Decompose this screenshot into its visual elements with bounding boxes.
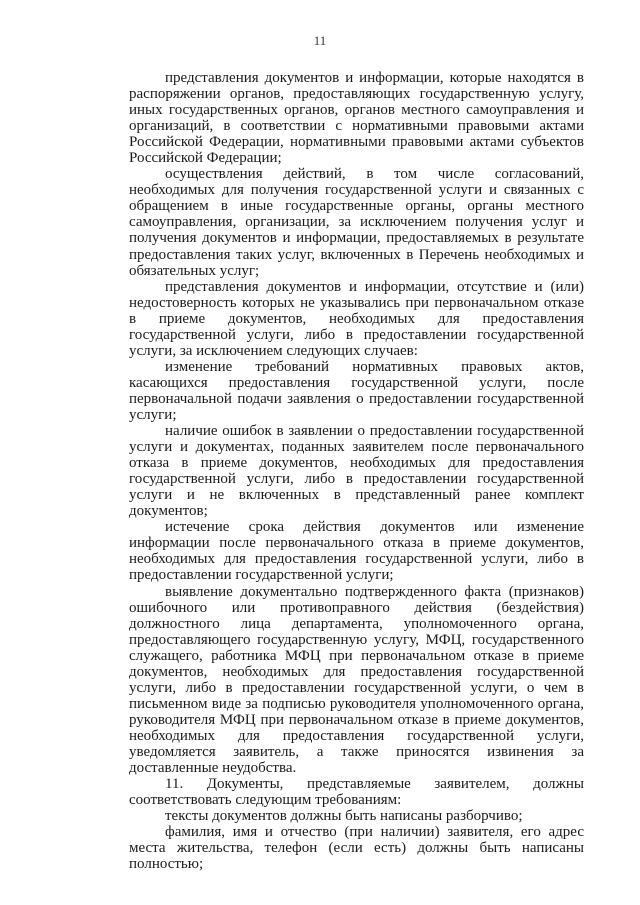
paragraph: представления документов и информации, отсутствие и (или) недостоверность которых не указывались при первоначальном отказе в приеме документов, необходимых для предоставления государственной услуги, либо в предоставлении государственной услуги, за исключением следующих случаев: (129, 278, 584, 359)
paragraph: изменение требований нормативных правовых актов, касающихся предоставления государственной услуги, после первоначальной подачи заявления о предоставлении государственной услуги; (129, 358, 584, 423)
paragraph: истечение срока действия документов или изменение информации после первоначального отказа в приеме документов, необходимых для предоставления государственной услуги, либо в предоставлении государственной услуги; (129, 519, 584, 584)
paragraph: 11. Документы, представляемые заявителем, должны соответствовать следующим требованиям: (129, 776, 584, 809)
document-body (129, 70, 584, 872)
page-number: 11 (313, 33, 327, 48)
paragraph: наличие ошибок в заявлении о предоставлении государственной услуги и документах, поданных заявителем после первоначального отказа в приеме документов, необходимых для предоставления государственной услуги, либо в предоставлении государственной услуги и не включенных в представленный ранее комплект документов; (129, 423, 584, 520)
paragraph: представления документов и информации, которые находятся в распоряжении органов, предоставляющих государственную услугу, иных государственных органов, органов местного самоуправления и организаций, в соответствии с нормативными правовыми актами Российской Федерации, нормативными правовыми актами субъектов Российской Федерации; (129, 70, 584, 167)
paragraph: фамилия, имя и отчество (при наличии) заявителя, его адрес места жительства, телефон (если есть) должны быть написаны полностью; (129, 824, 584, 873)
paragraph: осуществления действий, в том числе согласований, необходимых для получения государственной услуги и связанных с обращением в иные государственные органы, органы местного самоуправления, организации, за исключением получения услуг и получения документов и информации, предоставляемых в результате предоставления таких услуг, включенных в Перечень необходимых и обязательных услуг; (129, 166, 584, 279)
paragraph: выявление документально подтвержденного факта (признаков) ошибочного или противоправного действия (бездействия) должностного лица департамента, уполномоченного органа, предоставляющего государственную услугу, МФЦ, государственного служащего, работника МФЦ при первоначальном отказе в приеме документов, необходимых для предоставления государственной услуги, либо в предоставлении государственной услуги, о чем в письменном виде за подписью руководителя уполномоченного органа, руководителя МФЦ при первоначальном отказе в приеме документов, необходимых для предоставления государственной услуги, уведомляется заявитель, а также приносятся извинения за доставленные неудобства. (129, 583, 584, 777)
paragraph: тексты документов должны быть написаны разборчиво; (165, 808, 523, 825)
